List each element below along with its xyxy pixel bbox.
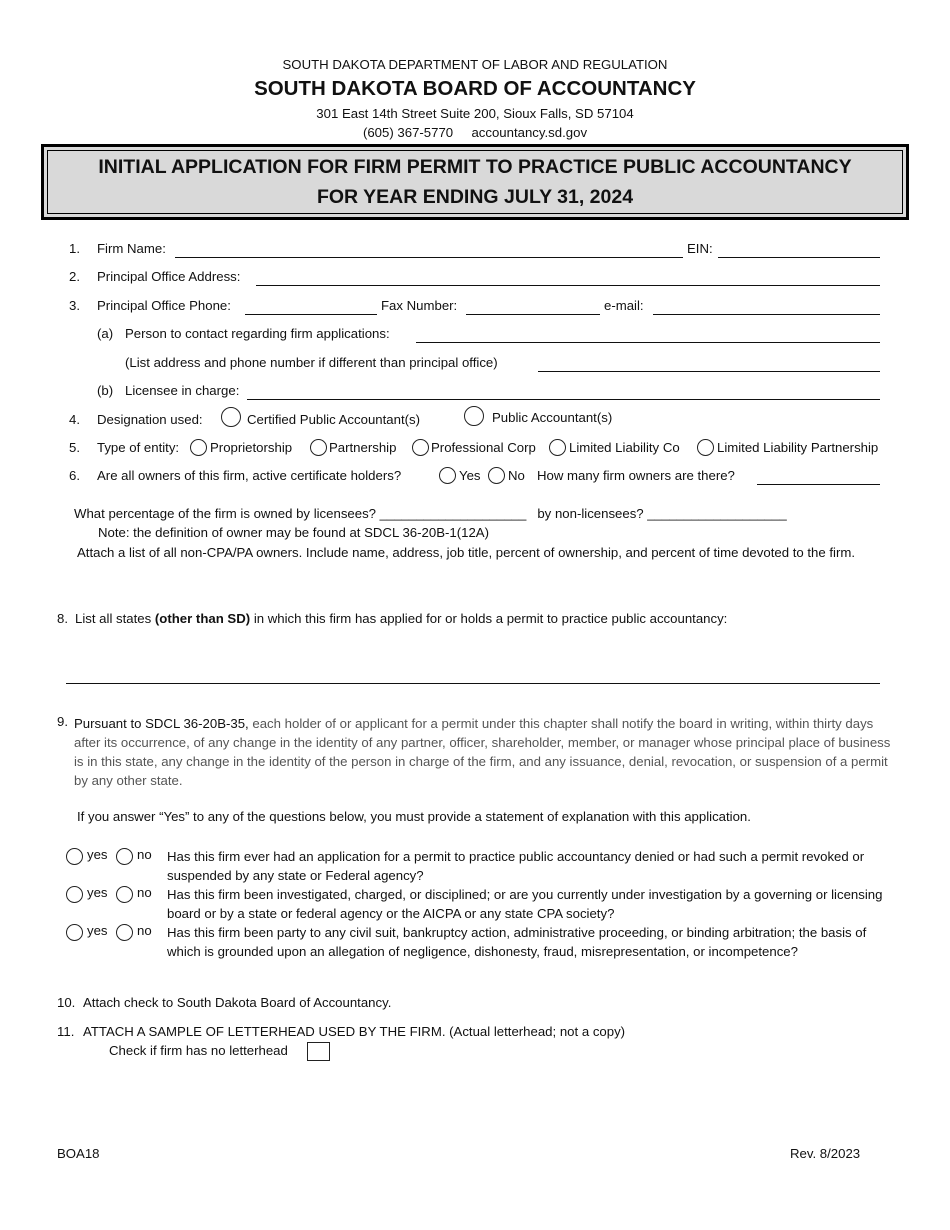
q3b-marker: (b) [97, 383, 114, 398]
office-address-label: Principal Office Address: [97, 269, 241, 284]
no-letterhead-checkbox[interactable] [307, 1042, 330, 1061]
designation-label: Designation used: [97, 412, 203, 427]
department-name: SOUTH DAKOTA DEPARTMENT OF LABOR AND REGULATION [282, 57, 668, 72]
q9b-yes-label: yes [87, 885, 108, 900]
entity-professional-corp-radio[interactable] [412, 439, 429, 456]
q1-number: 1. [69, 241, 80, 256]
office-address-field[interactable] [256, 285, 880, 286]
entity-partnership-label: Partnership [329, 440, 397, 455]
form-number: BOA18 [57, 1146, 100, 1161]
owner-count-field[interactable] [757, 484, 880, 485]
q9a-no-radio[interactable] [116, 848, 133, 865]
non-cpa-owners-instruction: Attach a list of all non-CPA/PA owners. Include name, address, job title, percent of ownership, and percent of time devoted to the firm. [77, 545, 855, 560]
contact-person-label: Person to contact regarding firm applications: [125, 326, 390, 341]
q9a-no-label: no [137, 847, 152, 862]
licensee-in-charge-label: Licensee in charge: [125, 383, 240, 398]
q9c-yes-radio[interactable] [66, 924, 83, 941]
owner-definition-note: Note: the definition of owner may be found at SDCL 36-20B-1(12A) [98, 525, 489, 540]
q2-number: 2. [69, 269, 80, 284]
board-name: SOUTH DAKOTA BOARD OF ACCOUNTANCY [254, 77, 696, 100]
title-banner [41, 144, 909, 220]
q9a-yes-label: yes [87, 847, 108, 862]
entity-professional-corp-label: Professional Corp [431, 440, 536, 455]
other-states-label: List all states (other than SD) in which this firm has applied for or holds a permit to practice public accountancy: [75, 611, 728, 626]
attach-check-instruction: Attach check to South Dakota Board of Accountancy. [83, 995, 392, 1010]
owner-count-label: How many firm owners are there? [537, 468, 735, 483]
q9c-yes-label: yes [87, 923, 108, 938]
q3a-marker: (a) [97, 326, 114, 341]
board-address: 301 East 14th Street Suite 200, Sioux Falls, SD 57104 [316, 106, 634, 121]
q8-number: 8. [57, 611, 68, 626]
ein-label: EIN: [687, 241, 713, 256]
q9a-question: Has this firm ever had an application for a permit to practice public accountancy denied or had such a permit revoked or suspended by any state or Federal agency? [167, 849, 865, 883]
no-letterhead-label: Check if firm has no letterhead [109, 1043, 288, 1058]
q9b-no-radio[interactable] [116, 886, 133, 903]
q6-number: 6. [69, 468, 80, 483]
entity-proprietorship-radio[interactable] [190, 439, 207, 456]
q9c-question: Has this firm been party to any civil suit, bankruptcy action, administrative proceeding, or binding arbitration; the basis of which is grounded upon an allegation of negligence, dishonesty, fraud, misrepresentation, or incompetence? [167, 925, 867, 959]
board-contact: (605) 367-5770 accountancy.sd.gov [362, 125, 588, 140]
q5-number: 5. [69, 440, 80, 455]
other-states-field[interactable] [66, 683, 880, 684]
form-title-line1: INITIAL APPLICATION FOR FIRM PERMIT TO PRACTICE PUBLIC ACCOUNTANCY [98, 156, 852, 178]
q9-number: 9. [57, 714, 68, 729]
designation-cpa-label: Certified Public Accountant(s) [247, 412, 420, 427]
q9c-no-radio[interactable] [116, 924, 133, 941]
email-label: e-mail: [604, 298, 644, 313]
owners-active-no-label: No [508, 468, 525, 483]
firm-name-label: Firm Name: [97, 241, 166, 256]
entity-proprietorship-label: Proprietorship [210, 440, 293, 455]
q11-number: 11. [57, 1024, 75, 1039]
owners-active-yes-radio[interactable] [439, 467, 456, 484]
entity-llc-label: Limited Liability Co [569, 440, 680, 455]
email-field[interactable] [653, 314, 880, 315]
q3-number: 3. [69, 298, 80, 313]
form-title-line2: FOR YEAR ENDING JULY 31, 2024 [316, 186, 634, 208]
office-phone-label: Principal Office Phone: [97, 298, 231, 313]
contact-person-note: (List address and phone number if different than principal office) [125, 355, 498, 370]
entity-llp-label: Limited Liability Partnership [717, 440, 879, 455]
q9b-no-label: no [137, 885, 152, 900]
q9b-yes-radio[interactable] [66, 886, 83, 903]
entity-type-label: Type of entity: [97, 440, 180, 455]
designation-pa-radio[interactable] [464, 406, 484, 426]
firm-name-field[interactable] [175, 257, 683, 258]
entity-llp-radio[interactable] [697, 439, 714, 456]
q9c-no-label: no [137, 923, 152, 938]
q9b-question: Has this firm been investigated, charged, or disciplined; or are you currently under investigation by a governing or licensing board or by a state or federal agency or the AICPA or any state CPA society? [167, 887, 883, 921]
ein-field[interactable] [718, 257, 880, 258]
owners-active-yes-label: Yes [459, 468, 481, 483]
revision-date: Rev. 8/2023 [790, 1146, 861, 1161]
q4-number: 4. [69, 412, 80, 427]
letterhead-instruction: ATTACH A SAMPLE OF LETTERHEAD USED BY THE FIRM. (Actual letterhead; not a copy) [83, 1024, 626, 1039]
q9a-yes-radio[interactable] [66, 848, 83, 865]
ownership-percentage-line: What percentage of the firm is owned by licensees? ____________________ by non-licensees? ___________________ [74, 506, 787, 521]
fax-field[interactable] [466, 314, 600, 315]
q10-number: 10. [57, 995, 76, 1010]
office-phone-field[interactable] [245, 314, 377, 315]
owners-active-no-radio[interactable] [488, 467, 505, 484]
change-notification-paragraph: Pursuant to SDCL 36-20B-35, each holder of or applicant for a permit under this chapter shall notify the board in writing, within thirty days after its occurrence, of any change in the identity of any partner, officer, shareholder, member, or manager whose principal place of business is in this state, any change in the identity of the person in charge of the firm, and any issuance, denial, revocation, or suspension of a permit by any other state. [74, 716, 891, 788]
designation-cpa-radio[interactable] [221, 407, 241, 427]
licensee-in-charge-field[interactable] [247, 399, 880, 400]
entity-llc-radio[interactable] [549, 439, 566, 456]
designation-pa-label: Public Accountant(s) [492, 410, 613, 425]
contact-details-field[interactable] [538, 371, 880, 372]
entity-partnership-radio[interactable] [310, 439, 327, 456]
fax-label: Fax Number: [381, 298, 458, 313]
contact-person-field[interactable] [416, 342, 880, 343]
explanation-instruction: If you answer “Yes” to any of the questions below, you must provide a statement of explanation with this application. [77, 809, 751, 824]
owners-active-label: Are all owners of this firm, active certificate holders? [97, 468, 402, 483]
